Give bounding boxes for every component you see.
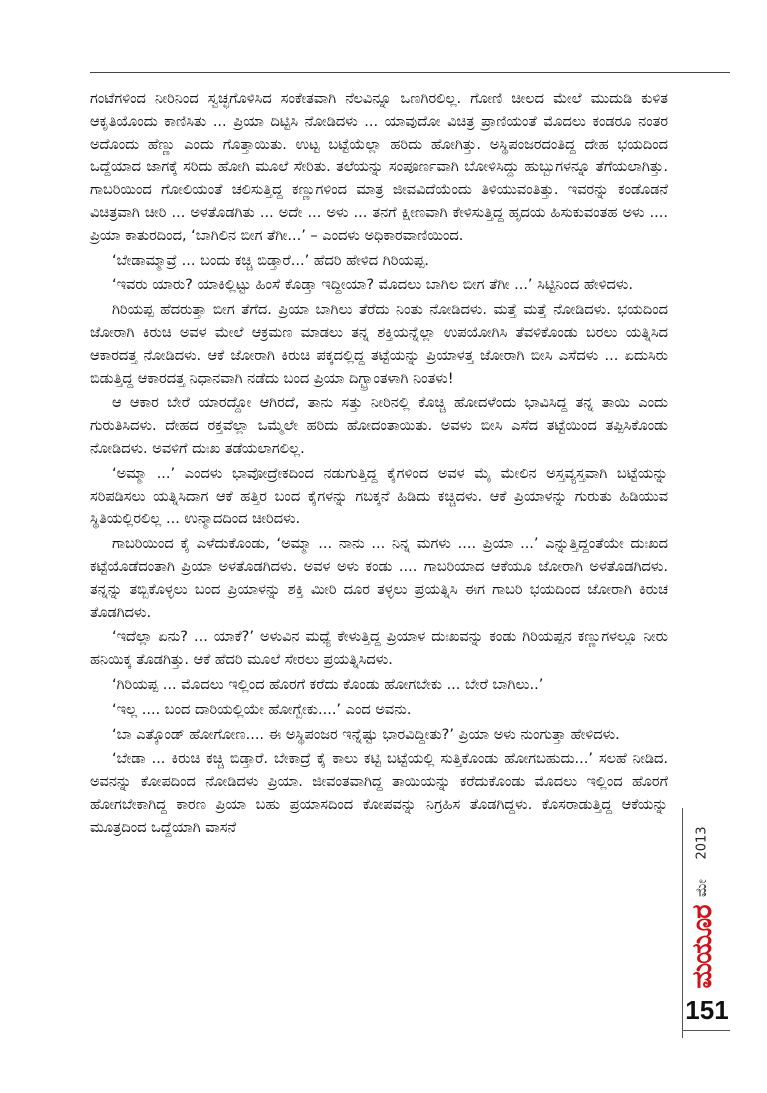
- paragraph: ‘ಅಮ್ಮಾ ...’ ಎಂದಳು ಭಾವೋದ್ರೇಕದಿಂದ ನಡುಗುತ್ತಿದ್ದ ಕೈಗಳಿಂದ ಅವಳ ಮೈ ಮೇಲಿನ ಅಸ್ತವ್ಯಸ್ತವಾಗಿ ಬಟ್ಟೆಯನ್ನು ಸರಿಪಡಿಸಲು ಯತ್ನಿಸಿದಾಗ ಆಕೆ ಹತ್ತಿರ ಬಂದ ಕೈಗಳನ್ನು ಗಬಕ್ಕನೆ ಹಿಡಿದು ಕಚ್ಚಿದಳು. ಆಕೆ ಪ್ರಿಯಾಳನ್ನು ಗುರುತು ಹಿಡಿಯುವ ಸ್ಥಿತಿಯಲ್ಲಿರಲಿಲ್ಲ ... ಉನ್ಮಾದದಿಂದ ಚೀರಿದಳು.: [90, 465, 668, 528]
- magazine-logo-text: ಮಯೂರ: [687, 905, 718, 989]
- issue-year: [687, 813, 717, 873]
- paragraph: ‘ಬೇಡಾ ... ಕಿರುಚಿ ಕಚ್ಚಿ ಬಿಡ್ತಾರೆ. ಬೇಕಾದ್ರೆ ಕೈ ಕಾಲು ಕಟ್ಟಿ ಬಟ್ಟೆಯಲ್ಲಿ ಸುತ್ತಿಕೊಂಡು ಹೋಗಬಹುದು...’ ಸಲಹೆ ನೀಡಿದ. ಅವನನ್ನು ಕೋಪದಿಂದ ನೋಡಿದಳು ಪ್ರಿಯಾ. ಜೀವಂತವಾಗಿದ್ದ ತಾಯಿಯನ್ನು ಕರೆದುಕೊಂಡು ಮೊದಲು ಇಲ್ಲಿಂದ ಹೊರಗೆ ಹೋಗಬೇಕಾಗಿದ್ದ ಕಾರಣ ಪ್ರಿಯಾ ಬಹು ಪ್ರಯಾಸದಿಂದ ಕೋಪವನ್ನು ನಿಗ್ರಹಿಸ ತೊಡಗಿದ್ದಳು. ಕೊಸರಾಡುತ್ತಿದ್ದ ಆಕೆಯನ್ನು ಮೂತ್ರದಿಂದ ಒದ್ದೆಯಾಗಿ ವಾಸನೆ: [90, 751, 668, 836]
- paragraph: ‘ಬಾ ಎತ್ಕೊಂಡ್ ಹೋಗೋಣ.... ಈ ಅಸ್ಥಿಪಂಜರ ಇನ್ನೆಷ್ಟು ಭಾರವಿದ್ದೀತು?’ ಪ್ರಿಯಾ ಅಳು ನುಂಗುತ್ತಾ ಹೇಳಿದಳು.: [112, 726, 620, 743]
- story-text: [90, 88, 668, 842]
- issue-month: [687, 873, 717, 903]
- issue-month-text: ಮೇ: [694, 879, 710, 897]
- paragraph: ಗಂಟೆಗಳಿಂದ ನೀರಿನಿಂದ ಸ್ವಚ್ಛಗೊಳಿಸಿದ ಸಂಕೇತವಾಗಿ ನೆಲವಿನ್ನೂ ಒಣಗಿರಲಿಲ್ಲ. ಗೋಣಿ ಚೀಲದ ಮೇಲೆ ಮುದುಡಿ ಕುಳಿತ ಆಕೃತಿಯೊಂದು ಕಾಣಿಸಿತು ... ಪ್ರಿಯಾ ದಿಟ್ಟಿಸಿ ನೋಡಿದಳು ... ಯಾವುದೋ ವಿಚಿತ್ರ ಪ್ರಾಣಿಯಂತೆ ಮೊದಲು ಕಂಡರೂ ನಂತರ ಅದೊಂದು ಹೆಣ್ಣು ಎಂದು ಗೊತ್ತಾಯಿತು. ಉಟ್ಟ ಬಟ್ಟೆಯೆಲ್ಲಾ ಹರಿದು ಹೋಗಿತ್ತು. ಅಸ್ಥಿಪಂಜರದಂತಿದ್ದ ದೇಹ ಭಯದಿಂದ ಒದ್ದೆಯಾದ ಜಾಗಕ್ಕೆ ಸರಿದು ಹೋಗಿ ಮೂಲೆ ಸೇರಿತು. ತಲೆಯನ್ನು ಸಂಪೂರ್ಣವಾಗಿ ಬೋಳಿಸಿದ್ದು ಹುಬ್ಬುಗಳನ್ನೂ ತೆಗೆಯಲಾಗಿತ್ತು. ಗಾಬರಿಯಿಂದ ಗೋಲಿಯಂತೆ ಚಲಿಸುತ್ತಿದ್ದ ಕಣ್ಣುಗಳಿಂದ ಮಾತ್ರ ಜೀವವಿದೆಯೆಂದು ತಿಳಿಯುವಂತಿತ್ತು. ಇವರನ್ನು ಕಂಡೊಡನೆ ವಿಚಿತ್ರವಾಗಿ ಚೀರಿ ... ಅಳತೊಡಗಿತು ... ಅದೇ ... ಅಳು ... ತನಗೆ ಕ್ಷೀಣವಾಗಿ ಕೇಳಿಸುತ್ತಿದ್ದ ಹೃದಯ ಹಿಸುಕುವಂತಹ ಅಳು .... ಪ್ರಿಯಾ ಕಾತುರದಿಂದ, ‘ಬಾಗಿಲಿನ ಬೀಗ ತೆಗೀ...’ – ಎಂದಳು ಅಧಿಕಾರವಾಣಿಯಿಂದ.: [90, 91, 668, 244]
- paragraph: ‘ಇದೆಲ್ಲಾ ಏನು? ... ಯಾಕೆ?’ ಅಳುವಿನ ಮಧ್ಯೆ ಕೇಳುತ್ತಿದ್ದ ಪ್ರಿಯಾಳ ದುಃಖವನ್ನು ಕಂಡು ಗಿರಿಯಪ್ಪನ ಕಣ್ಣುಗಳಲ್ಲೂ ನೀರು ಹನಿಯಿಕ್ಕ ತೊಡಗಿತ್ತು. ಆಕೆ ಹೆದರಿ ಮೂಲೆ ಸೇರಲು ಪ್ರಯತ್ನಿಸಿದಳು.: [90, 629, 668, 669]
- paragraph: ‘ಬೇಡಾಮ್ಮಾವ್ರೆ ... ಬಂದು ಕಚ್ಚಿ ಬಿಡ್ತಾರೆ...’ ಹೆದರಿ ಹೇಳಿದ ಗಿರಿಯಪ್ಪ.: [112, 252, 429, 269]
- paragraph: ‘ಇಲ್ಲ .... ಬಂದ ದಾರಿಯಲ್ಲಿಯೇ ಹೋಗ್ಬೇಕು....’ ಎಂದ ಅವನು.: [112, 701, 412, 718]
- page-number: 151: [685, 995, 729, 1025]
- paragraph: ಆ ಆಕಾರ ಬೇರೆ ಯಾರದ್ದೋ ಆಗಿರದೆ, ತಾನು ಸತ್ತು ನೀರಿನಲ್ಲಿ ಕೊಚ್ಚಿ ಹೋದಳೆಂದು ಭಾವಿಸಿದ್ದ ತನ್ನ ತಾಯಿ ಎಂದು ಗುರುತಿಸಿದಳು. ದೇಹದ ರಕ್ತವೆಲ್ಲಾ ಒಮ್ಮೆಲೇ ಹರಿದು ಹೋದಂತಾಯಿತು. ಅವಳು ಬೀಸಿ ಎಸೆದ ತಟ್ಟೆಯಿಂದ ತಪ್ಪಿಸಿಕೊಂಡು ನೋಡಿದಳು. ಅವಳಿಗೆ ದುಃಖ ತಡೆಯಲಾಗಲಿಲ್ಲ.: [90, 395, 668, 457]
- issue-year-text: 2013: [694, 826, 710, 860]
- footer-rule: [682, 1030, 730, 1031]
- header-rule: [90, 72, 730, 73]
- magazine-logo: [684, 905, 722, 989]
- paragraph: ‘ಇವರು ಯಾರು? ಯಾಕಿಲ್ಲಿಟ್ಟು ಹಿಂಸೆ ಕೊಡ್ತಾ ಇದ್ದೀಯಾ? ಮೊದಲು ಬಾಗಿಲ ಬೀಗ ತೆಗೀ ...’ ಸಿಟ್ಟಿನಿಂದ ಹೇಳಿದಳು.: [112, 277, 633, 294]
- paragraph: ಗಾಬರಿಯಿಂದ ಕೈ ಎಳೆದುಕೊಂಡು, ‘ಅಮ್ಮಾ ... ನಾನು ... ನಿನ್ನ ಮಗಳು .... ಪ್ರಿಯಾ ...’ ಎನ್ನುತ್ತಿದ್ದಂತೆಯೇ ದುಃಖದ ಕಟ್ಟೆಯೊಡೆದಂತಾಗಿ ಪ್ರಿಯಾ ಅಳತೊಡಗಿದಳು. ಅವಳ ಅಳು ಕಂಡು .... ಗಾಬರಿಯಾದ ಆಕೆಯೂ ಜೋರಾಗಿ ಅಳತೊಡಗಿದಳು. ತನ್ನನ್ನು ತಬ್ಬಿಕೊಳ್ಳಲು ಬಂದ ಪ್ರಿಯಾಳನ್ನು ಶಕ್ತಿ ಮೀರಿ ದೂರ ತಳ್ಳಲು ಪ್ರಯತ್ನಿಸಿ ಈಗ ಗಾಬರಿ ಭಯದಿಂದ ಜೋರಾಗಿ ಕಿರುಚ ತೊಡಗಿದಳು.: [90, 536, 668, 621]
- paragraph: ‘ಗಿರಿಯಪ್ಪ ... ಮೊದಲು ಇಲ್ಲಿಂದ ಹೊರಗೆ ಕರೆದು ಕೊಂಡು ಹೋಗಬೇಕು ... ಬೇರೆ ಬಾಗಿಲು..’: [112, 676, 544, 693]
- paragraph: ಗಿರಿಯಪ್ಪ ಹೆದರುತ್ತಾ ಬೀಗ ತೆಗೆದ. ಪ್ರಿಯಾ ಬಾಗಿಲು ತೆರೆದು ನಿಂತು ನೋಡಿದಳು. ಮತ್ತೆ ಮತ್ತೆ ನೋಡಿದಳು. ಭಯದಿಂದ ಜೋರಾಗಿ ಕಿರುಚಿ ಅವಳ ಮೇಲೆ ಆಕ್ರಮಣ ಮಾಡಲು ತನ್ನ ಶಕ್ತಿಯನ್ನೆಲ್ಲಾ ಉಪಯೋಗಿಸಿ ತೆವಳಿಕೊಂಡು ಬರಲು ಯತ್ನಿಸಿದ ಆಕಾರದತ್ತ ನೋಡಿದಳು. ಆಕೆ ಜೋರಾಗಿ ಕಿರುಚಿ ಪಕ್ಕದಲ್ಲಿದ್ದ ತಟ್ಟೆಯನ್ನು ಪ್ರಿಯಾಳತ್ತ ಜೋರಾಗಿ ಬೀಸಿ ಎಸೆದಳು ... ಏದುಸಿರು ಬಿಡುತ್ತಿದ್ದ ಆಕಾರದತ್ತ ನಿಧಾನವಾಗಿ ನಡೆದು ಬಂದ ಪ್ರಿಯಾ ದಿಗ್ಭ್ರಾಂತಳಾಗಿ ನಿಂತಳು!: [90, 302, 668, 387]
